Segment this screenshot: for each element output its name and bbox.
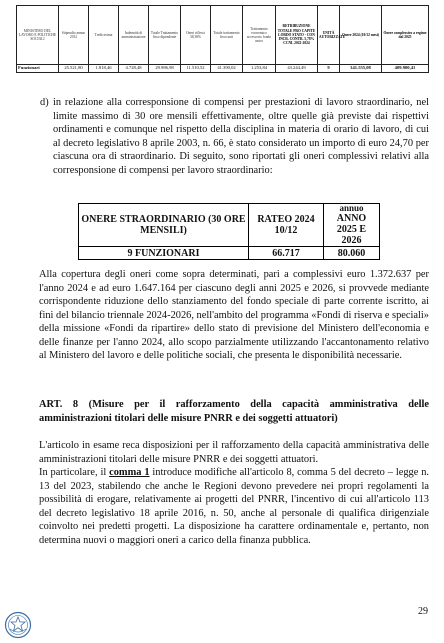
header-cell: Onere complessivo a regime dal 2025 — [382, 6, 429, 65]
comma-reference: comma 1 — [109, 467, 150, 478]
detail-rest: introduce modifiche all'articolo 8, comma 5 del decreto – legge n. 13 del 2023, stabilendo che anche le Regioni devono prevedere nei propri regolamenti la possibilità di erogare, relativamente ai progetti del PNRR, l'incentivo di cui all'articolo 113 del decreto legislativo 18 aprile 2016, n. 50, anche al personale di qualifica dirigenziale coinvolto nei predetti progetti. La disposizione ha carattere ordinamentale e, pertanto, non determina nuovi o maggiori oneri a carico della finanza pubblica. — [39, 467, 429, 546]
header-cell: Tredicesima — [89, 6, 119, 65]
header-cell: Indennità di amministrazione — [119, 6, 149, 65]
table-cell: 25.521,80 — [59, 65, 89, 73]
header-cell: Stipendio annuo 2012 — [59, 6, 89, 65]
table-row — [79, 247, 380, 260]
paragraph-d — [40, 96, 429, 177]
table-cell: 41.390,02 — [211, 65, 243, 73]
table-cell: 66.717 — [249, 247, 324, 260]
emblem-logo — [4, 611, 32, 639]
table-cell: 9 FUNZIONARI — [79, 247, 249, 260]
header-cell-superscript: annuo — [339, 203, 364, 213]
article-heading: ART. 8 (Misure per il rafforzamento della capacità amministrativa delle amministrazioni titolari delle misure PNRR e dei soggetti attuatori) — [39, 399, 429, 424]
header-cell: RATEO 2024 10/12 — [249, 204, 324, 247]
header-cell: MINISTERO DEL LAVORO E POLITICHE SOCIALI — [17, 6, 59, 65]
header-cell: UNITÀ AUTORIZZATE — [318, 6, 340, 65]
paragraph-text: in relazione alla corresponsione di compensi per prestazioni di lavoro straordinario, nel limite massimo di 30 ore mensili effettivamente, oltre quelle già previste dai rispettivi ordinamenti e comunque nel rispetto della disciplina in materia di orario di lavoro, di cui al decreto legislativo 8 aprile 2003, n. 66, è stato considerato un importo di euro 24,70 per ciascuna ora di straordinario. Di seguito, sono riportati gli oneri complessivi relativi alla corresponsione di compensi per lavoro straordinario: — [53, 97, 429, 176]
header-cell-text: ANNO 2025 E 2026 — [336, 213, 367, 246]
detail-paragraph — [39, 466, 429, 547]
header-cell: Onere 2024 (10/12 mesi) — [340, 6, 382, 65]
table-cell: 80.060 — [324, 247, 380, 260]
table-cell: 9 — [318, 65, 340, 73]
intro-paragraph: L'articolo in esame reca disposizioni per il rafforzamento della capacità amministrativa delle amministrazioni titolari delle misure PNRR e dei soggetti attuatori. — [39, 440, 429, 465]
cost-table-header-row — [17, 6, 429, 65]
table-cell: 1.818,46 — [89, 65, 119, 73]
header-cell: Oneri riflessi 38,38% — [181, 6, 211, 65]
cost-table — [16, 5, 429, 73]
table-cell: 409.900,41 — [382, 65, 429, 73]
header-cell — [324, 204, 380, 247]
table-cell: 43.244,49 — [276, 65, 318, 73]
overtime-table-header-row — [79, 204, 380, 247]
table-cell: 29.986,98 — [149, 65, 181, 73]
table-row — [17, 65, 429, 73]
table-cell: 1.253,84 — [243, 65, 276, 73]
list-marker: d) — [40, 97, 49, 108]
page-number: 29 — [418, 606, 428, 617]
table-cell: Funzionari — [17, 65, 59, 73]
header-cell: RETRIBUZIONE TOTALE PRO CAPITE LORDO STATO - CON INCR. CONTR. 5,78% CCNL 2022-2024 — [276, 6, 318, 65]
header-cell: Totale trattamento fisso unit — [211, 6, 243, 65]
header-cell: Trattamento economico accessorio fondo unico — [243, 6, 276, 65]
header-cell: ONERE STRAORDINARIO (30 ORE MENSILI) — [79, 204, 249, 247]
table-cell: 4.728,48 — [119, 65, 149, 73]
overtime-table — [78, 203, 380, 260]
detail-lead: In particolare, il — [39, 467, 110, 478]
coverage-paragraph: Alla copertura degli oneri come sopra determinati, pari a complessivi euro 1.372.637 per l'anno 2024 e ad euro 1.647.164 per ciascuno degli anni 2025 e 2026, si provvede mediante corrispondente riduzione dello stanziamento del fondo speciale di parte corrente iscritto, ai fini del bilancio triennale 2024-2026, nell'ambito del programma «Fondi di riserva e speciali» della missione «Fondi da ripartire» dello stato di previsione del Ministero dell'economia e delle finanze per l'anno 2024, allo scopo parzialmente utilizzando l'accantonamento relativo al Ministero del lavoro e delle politiche sociali, che presenta le disponibilità necessarie. — [39, 269, 429, 361]
table-cell: 11.510,52 — [181, 65, 211, 73]
header-cell: Totale Trattamento fisso dipendente — [149, 6, 181, 65]
table-cell: 341.555,08 — [340, 65, 382, 73]
